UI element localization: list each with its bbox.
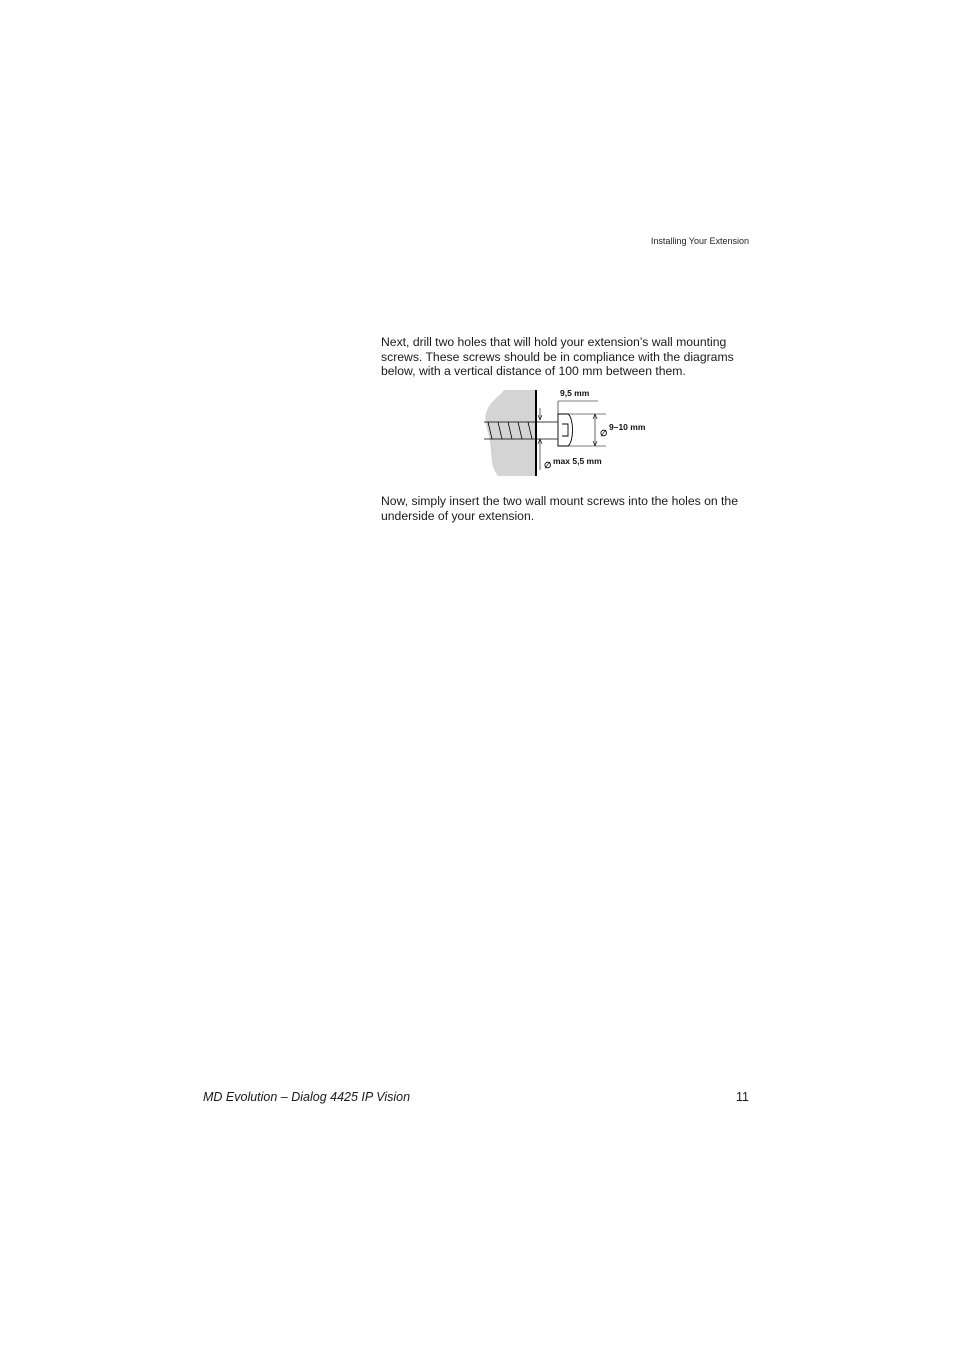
intro-paragraph: Next, drill two holes that will hold your extension’s wall mounting screws. These screws should be in compliance with the diagrams below, with a vertical distance of 100 mm between them. (381, 335, 734, 379)
diameter-symbol-head: ∅ (600, 428, 608, 438)
shaft-diameter-dimension (538, 439, 542, 470)
footer-document-title: MD Evolution – Dialog 4425 IP Vision (203, 1090, 411, 1104)
label-head-height: 9,5 mm (560, 388, 590, 398)
running-header: Installing Your Extension (650, 236, 749, 246)
screw-diagram (478, 384, 658, 480)
insert-screws-paragraph: Now, simply insert the two wall mount screws into the holes on the underside of your extension. (381, 494, 738, 523)
screw-head (558, 414, 573, 446)
label-shaft-diameter: max 5,5 mm (553, 456, 602, 466)
diameter-symbol-shaft: ∅ (544, 460, 552, 470)
label-head-diameter: 9–10 mm (609, 422, 646, 432)
page-number: 11 (736, 1090, 749, 1104)
